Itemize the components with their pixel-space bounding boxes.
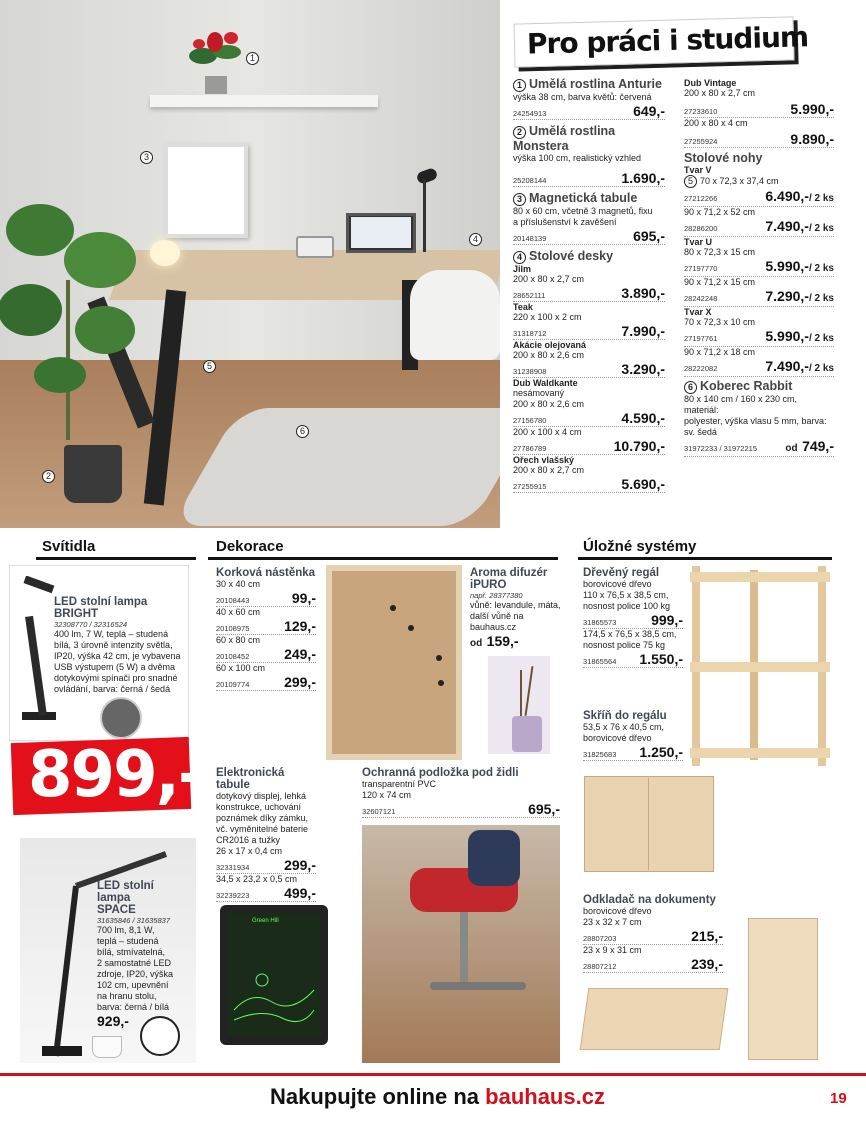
size: 26 x 17 x 0,4 cm: [216, 846, 283, 856]
cork-board-image: [326, 565, 462, 760]
section-dekorace: Dekorace: [216, 538, 284, 555]
price: 3.890,-: [621, 285, 665, 301]
product-desc: USB výstupem (5 W) a dvěma: [54, 662, 176, 672]
price: 929,-: [97, 1013, 129, 1029]
price: 1.690,-: [621, 170, 665, 186]
price: 5.690,-: [621, 476, 665, 492]
product-desc: borovicové dřevo: [583, 733, 652, 743]
product-name: LED stolní lampa: [97, 880, 154, 904]
product-code: 20148139: [513, 234, 547, 243]
hero-photo: [0, 0, 500, 528]
product-name: Odkladač na dokumenty: [583, 894, 716, 906]
price: 749,-: [802, 438, 834, 454]
product-code: 31825683: [583, 750, 617, 759]
price: 999,-: [651, 612, 683, 628]
product-code: 27197761: [684, 334, 718, 343]
product-desc: ovládání, barva: černá / šedá: [54, 684, 171, 694]
chair-image: [410, 270, 500, 360]
marker: 3: [513, 193, 526, 206]
size: 200 x 80 x 4 cm: [684, 118, 748, 128]
marker-1: 1: [246, 52, 259, 65]
price: 695,-: [528, 801, 560, 817]
cork-board-info: [216, 567, 316, 691]
product-code: 32308770 / 32316524: [54, 620, 127, 629]
price: 99,-: [291, 590, 316, 606]
product-code: 27255924: [684, 137, 718, 146]
price: 1.550,-: [639, 651, 683, 667]
price: 7.490,-: [765, 358, 809, 374]
magazine-box-image: [748, 918, 818, 1060]
chair-mat-info: [362, 767, 560, 818]
product-desc: 80 x 60 cm, včetně 3 magnetů, fixu: [513, 206, 653, 216]
product-code: 20108975: [216, 624, 250, 633]
product-code: 31635846 / 31635837: [97, 916, 170, 925]
product-desc: IP20, výška 42 cm, je vybavena: [54, 651, 181, 661]
marker-6: 6: [296, 425, 309, 438]
unit: / 2 ks: [808, 193, 834, 204]
color-swatch-grey: [100, 697, 142, 739]
pin: [408, 625, 414, 631]
product-code: 20108443: [216, 596, 250, 605]
size: 30 x 40 cm: [216, 579, 261, 589]
product-name: Stolové desky: [529, 249, 614, 263]
product-code: 32239223: [216, 891, 250, 900]
variant-label: Teak: [513, 302, 533, 312]
variant-label: Jilm: [513, 264, 532, 274]
product-desc: 110 x 76,5 x 38,5 cm,: [583, 590, 669, 600]
price: 299,-: [284, 857, 316, 873]
variant-label: Dub Waldkante: [513, 378, 578, 388]
product-desc: dotykovými spínači pro snadné: [54, 673, 178, 683]
variant-extra: nesámovaný: [513, 388, 565, 398]
price: 649,-: [633, 103, 665, 119]
wall-shelf: [150, 95, 378, 107]
product-name: Elektronická tabule: [216, 767, 285, 791]
product-name: Umělá rostlina Monstera: [513, 124, 616, 153]
skrin-image: [584, 776, 714, 872]
product-desc: barva: černá / bílá: [97, 1002, 170, 1012]
product-code: 27233610: [684, 107, 718, 116]
price: 1.250,-: [639, 744, 683, 760]
price: 695,-: [633, 228, 665, 244]
size: 80 x 72,3 x 15 cm: [684, 247, 756, 257]
lamp-light: [150, 240, 180, 266]
section-line: [208, 557, 558, 560]
unit: / 2 ks: [808, 333, 834, 344]
product-code: 27197770: [684, 264, 718, 273]
product-desc: 700 lm, 8,1 W,: [97, 925, 155, 935]
price: 7.290,-: [765, 288, 809, 304]
product-code: 31865573: [583, 618, 617, 627]
product-column-1: [513, 77, 665, 493]
unit: / 2 ks: [808, 223, 834, 234]
price: 4.590,-: [621, 410, 665, 426]
product-code: 20109774: [216, 680, 250, 689]
monstera-plant-image: [0, 200, 140, 440]
variant-label: Akácie olejovaná: [513, 340, 587, 350]
size: 90 x 71,2 x 15 cm: [684, 277, 756, 287]
product-name: Dřevěný regál: [583, 567, 660, 579]
marker-3: 3: [140, 151, 153, 164]
price-prefix: od: [785, 443, 798, 454]
product-desky: [513, 249, 665, 493]
desk-lamp-arm: [423, 180, 426, 252]
price: 159,-: [486, 633, 519, 649]
price: 7.490,-: [765, 218, 809, 234]
product-desc: 53,5 x 76 x 40,5 cm,: [583, 722, 665, 732]
variant-label: Tvar V: [684, 165, 712, 175]
chair-base: [430, 982, 526, 990]
product-code: 31238908: [513, 367, 547, 376]
footer-link[interactable]: bauhaus.cz: [485, 1084, 605, 1109]
material: borovicové dřevo: [583, 906, 652, 916]
product-name: LED stolní lampa BRIGHT: [54, 596, 148, 620]
product-desc: 80 x 140 cm / 160 x 230 cm, materiál:: [684, 394, 798, 415]
product-desc: nosnost police 75 kg: [583, 640, 666, 650]
size: 200 x 80 x 2,7 cm: [513, 465, 585, 475]
product-code: 25208144: [513, 176, 547, 185]
price: 3.290,-: [621, 361, 665, 377]
price: 299,-: [284, 674, 316, 690]
variant-label: Tvar X: [684, 307, 712, 317]
price: 5.990,-: [790, 101, 834, 117]
product-code: 32331934: [216, 863, 250, 872]
marker-4: 4: [469, 233, 482, 246]
product-desc: konstrukce, uchování: [216, 802, 302, 812]
footer-text: [270, 1084, 605, 1110]
marker-5: 5: [203, 360, 216, 373]
product-desc: 120 x 74 cm: [362, 790, 412, 800]
pin: [438, 680, 444, 686]
product-desc: sv. šedá: [684, 427, 717, 437]
product-desc: 174,5 x 76,5 x 38,5 cm,: [583, 629, 677, 639]
big-price: 899,-: [28, 738, 203, 812]
size: 90 x 71,2 x 18 cm: [684, 347, 756, 357]
price: 6.490,-: [765, 188, 809, 204]
regal-info: [583, 567, 683, 668]
product-code: 24254913: [513, 109, 547, 118]
regal-image: [690, 566, 832, 766]
size: 60 x 100 cm: [216, 663, 266, 673]
product-code: 27212266: [684, 194, 718, 203]
product-name: Ochranná podložka pod židli: [362, 767, 519, 779]
product-code: 31865564: [583, 657, 617, 666]
product-desc: vč. vyměnitelné baterie: [216, 824, 309, 834]
price: 249,-: [284, 646, 316, 662]
product-anturie: [513, 77, 665, 120]
size: 200 x 80 x 2,6 cm: [513, 350, 585, 360]
size: 34,5 x 23,2 x 0,5 cm: [216, 874, 298, 884]
product-name: Skříň do regálu: [583, 710, 667, 722]
product-desc: transparentní PVC: [362, 779, 437, 789]
marker: 1: [513, 79, 526, 92]
diffuser-info: [470, 567, 570, 651]
lamp-space-info: [97, 880, 187, 1029]
product-name: Stolové nohy: [684, 151, 763, 165]
product-code: 20108452: [216, 652, 250, 661]
marker: 5: [684, 175, 697, 188]
price: 239,-: [691, 956, 723, 972]
size: 200 x 80 x 2,7 cm: [513, 274, 585, 284]
size: 70 x 72,3 x 10 cm: [684, 317, 756, 327]
chair-back: [468, 830, 520, 886]
product-name: Umělá rostlina Anturie: [529, 77, 662, 91]
product-tabule: [513, 191, 665, 245]
laptop-screen: [351, 217, 411, 248]
product-code: 28222082: [684, 364, 718, 373]
price-prefix: od: [470, 638, 483, 649]
anturie-plant-image: [185, 28, 245, 96]
product-desc: výška 38 cm, barva květů: červená: [513, 92, 652, 102]
product-code: 31972233 / 31972215: [684, 444, 757, 453]
product-desc: bílá, stmívatelná,: [97, 947, 166, 957]
size: 200 x 80 x 2,7 cm: [684, 88, 756, 98]
pin: [436, 655, 442, 661]
material: borovicové dřevo: [583, 579, 652, 589]
product-desc: další vůně na bauhaus.cz: [470, 611, 524, 632]
price: 499,-: [284, 885, 316, 901]
product-desc: dotykový displej, lehká: [216, 791, 307, 801]
product-code: 27156780: [513, 416, 547, 425]
product-code: 27255915: [513, 482, 547, 491]
plant-pot: [64, 445, 122, 503]
variant-label: Ořech vlašský: [513, 455, 575, 465]
page-title: Pro práci i studium: [526, 20, 809, 61]
unit: / 2 ks: [808, 263, 834, 274]
section-line: [36, 557, 196, 560]
product-desc: CR2016 a tužky: [216, 835, 281, 845]
product-code: 31318712: [513, 329, 547, 338]
product-code: 27786789: [513, 444, 547, 453]
etablet-drawing: [232, 960, 316, 1030]
etablet-screen-text: Green Hill: [252, 918, 279, 924]
price: 9.890,-: [790, 131, 834, 147]
price: 5.990,-: [765, 328, 809, 344]
magnetic-board-image: [164, 143, 248, 238]
section-svitidla: Svítidla: [42, 538, 96, 555]
product-name: Koberec Rabbit: [700, 379, 793, 393]
product-code: 28807203: [583, 934, 617, 943]
product-desc: na hranu stolu,: [97, 991, 157, 1001]
product-desc: teplá – studená: [97, 936, 159, 946]
product-column-2: [684, 78, 834, 457]
product-name: Aroma difuzér: [470, 567, 548, 579]
price: 5.990,-: [765, 258, 809, 274]
marker: 6: [684, 381, 697, 394]
product-desc: 102 cm, upevnění: [97, 980, 169, 990]
product-code: 28286200: [684, 224, 718, 233]
product-code: 28242248: [684, 294, 718, 303]
product-desc: poznámek díky zámku,: [216, 813, 309, 823]
page-number: 19: [830, 1090, 847, 1107]
price: 7.990,-: [621, 323, 665, 339]
variant-label: Tvar U: [684, 237, 713, 247]
product-desc: bílá, 3 úrovně intenzity světla,: [54, 640, 173, 650]
diffuser-stick: [520, 670, 522, 716]
price: 215,-: [691, 928, 723, 944]
lamp-bright-info: [54, 596, 188, 695]
product-name: Magnetická tabule: [529, 191, 638, 205]
price: 129,-: [284, 618, 316, 634]
size: 220 x 100 x 2 cm: [513, 312, 582, 322]
pin: [390, 605, 396, 611]
product-name: SPACE: [97, 904, 136, 916]
chair-column: [460, 912, 468, 982]
product-desc: 400 lm, 7 W, teplá – studená: [54, 629, 169, 639]
product-desc: nosnost police 100 kg: [583, 601, 671, 611]
size: 200 x 100 x 4 cm: [513, 427, 582, 437]
unit: / 2 ks: [808, 293, 834, 304]
price: 10.790,-: [613, 438, 665, 454]
lamp-bright-image: [18, 576, 58, 726]
size: 23 x 9 x 31 cm: [583, 945, 642, 955]
unit: / 2 ks: [808, 363, 834, 374]
product-code: 28652111: [513, 291, 546, 300]
cabinet-door-split: [648, 778, 649, 870]
size: 23 x 32 x 7 cm: [583, 917, 642, 927]
variant-label: Dub Vintage: [684, 78, 737, 88]
product-desc: polyester, výška vlasu 5 mm, barva:: [684, 416, 827, 426]
cup-image: [92, 1036, 122, 1058]
etablet-info: [216, 767, 316, 902]
marker: 4: [513, 251, 526, 264]
product-name: Korková nástěnka: [216, 567, 316, 579]
size: 60 x 80 cm: [216, 635, 261, 645]
section-line: [578, 557, 832, 560]
size: 40 x 60 cm: [216, 607, 261, 617]
footer-bar: [0, 1073, 866, 1076]
diffuser-bottle: [512, 716, 542, 752]
marker: 2: [513, 126, 526, 139]
footer-label: Nakupujte online na: [270, 1084, 486, 1109]
product-desc: 2 samostatné LED: [97, 958, 172, 968]
product-code: 28807212: [583, 962, 617, 971]
product-desc: zdroje, IP20, výška: [97, 969, 174, 979]
tray-image: [580, 988, 729, 1050]
tablet-image: [296, 236, 334, 258]
product-desc: výška 100 cm, realistický vzhled: [513, 153, 642, 163]
product-desc: a příslušenství k zavěšení: [513, 217, 617, 227]
marker-2: 2: [42, 470, 55, 483]
size: 200 x 80 x 2,6 cm: [513, 399, 585, 409]
product-code: 32607121: [362, 807, 396, 816]
product-code: např. 28377380: [470, 591, 523, 600]
size: 90 x 71,2 x 52 cm: [684, 207, 756, 217]
product-monstera: [513, 124, 665, 187]
product-desc: vůně: levandule, máta,: [470, 600, 561, 610]
skrin-info: [583, 710, 683, 761]
odkladac-info: [583, 894, 723, 973]
section-ulozne: Úložné systémy: [583, 538, 697, 555]
size: 70 x 72,3 x 37,4 cm: [700, 176, 779, 186]
product-name: iPURO: [470, 579, 507, 591]
